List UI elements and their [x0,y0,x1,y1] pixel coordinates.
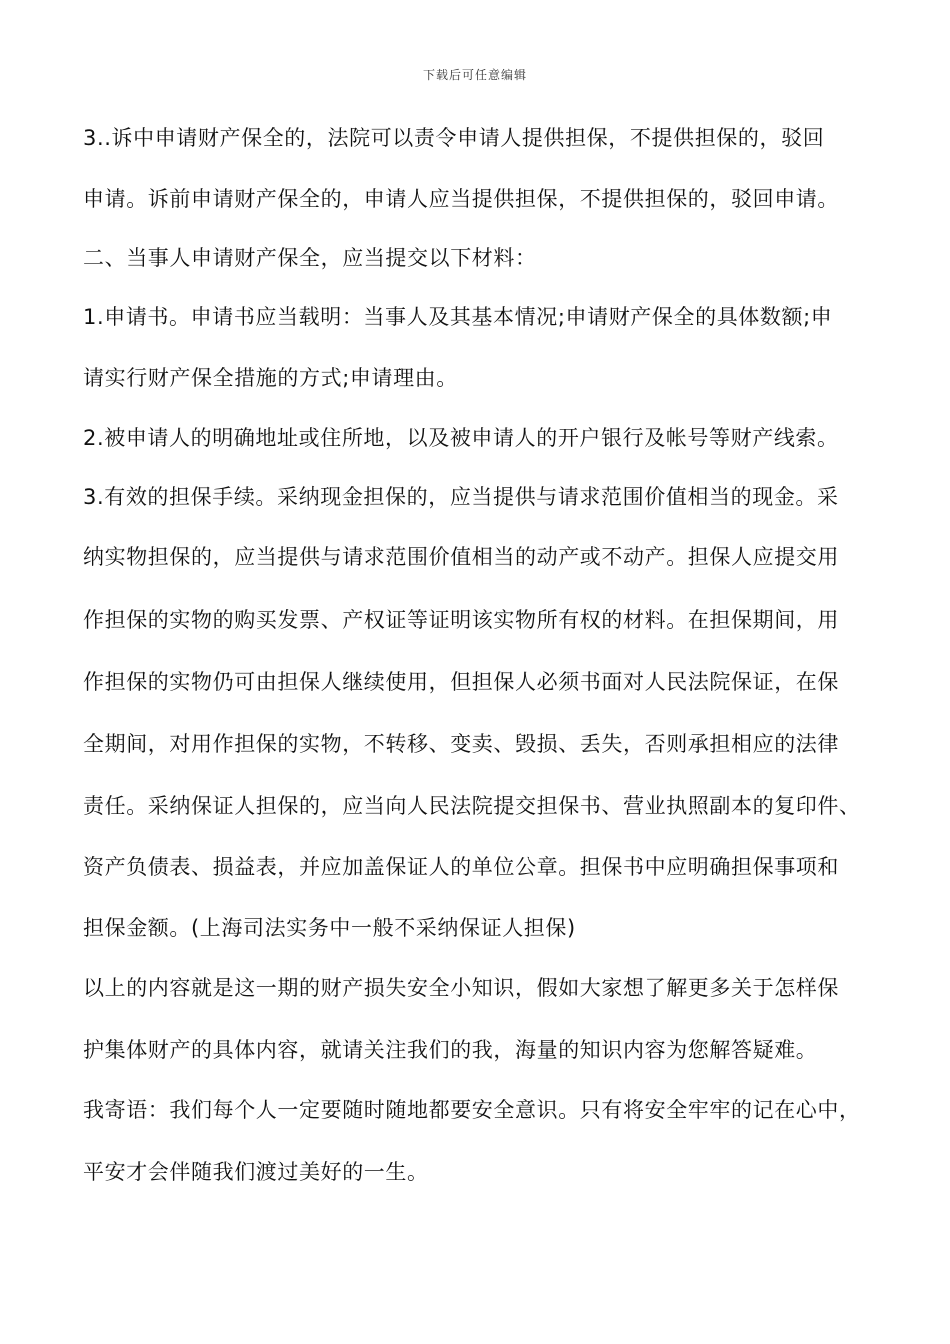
text-line: 2.被申请人的明确地址或住所地，以及被申请人的开户银行及帐号等财产线索。 [83,426,839,450]
text-line: 1.申请书。申请书应当载明：当事人及其基本情况;申请财产保全的具体数额;申 [83,305,833,329]
text-line: 作担保的实物的购买发票、产权证等证明该实物所有权的材料。在担保期间，用 [83,608,839,632]
text-line: 申请。诉前申请财产保全的，申请人应当提供担保，不提供担保的，驳回申请。 [83,187,839,211]
text-line: 纳实物担保的，应当提供与请求范围价值相当的动产或不动产。担保人应提交用 [83,545,839,569]
text-line: 平安才会伴随我们渡过美好的一生。 [83,1160,429,1184]
text-line: 3.有效的担保手续。采纳现金担保的，应当提供与请求范围价值相当的现金。采 [83,485,839,509]
text-line: 作担保的实物仍可由担保人继续使用，但担保人必须书面对人民法院保证，在保 [83,670,839,694]
text-line: 我寄语：我们每个人一定要随时随地都要安全意识。只有将安全牢牢的记在心中， [83,1098,861,1122]
text-line: 护集体财产的具体内容，就请关注我们的我，海量的知识内容为您解答疑难。 [83,1038,818,1062]
text-line: 全期间，对用作担保的实物，不转移、变卖、毁损、丢失，否则承担相应的法律 [83,732,839,756]
text-line: 担保金额。(上海司法实务中一般不采纳保证人担保) [83,916,576,940]
text-line: 二、当事人申请财产保全，应当提交以下材料： [83,246,537,270]
page-header: 下载后可任意编辑 [422,68,527,82]
text-line: 责任。采纳保证人担保的，应当向人民法院提交担保书、营业执照副本的复印件、 [83,794,861,818]
text-line: 请实行财产保全措施的方式;申请理由。 [83,366,458,390]
text-line: 3..诉中申请财产保全的，法院可以责令申请人提供担保，不提供担保的，驳回 [83,126,825,150]
text-line: 资产负债表、损益表，并应加盖保证人的单位公章。担保书中应明确担保事项和 [83,855,839,879]
text-line: 以上的内容就是这一期的财产损失安全小知识，假如大家想了解更多关于怎样保 [83,976,839,1000]
